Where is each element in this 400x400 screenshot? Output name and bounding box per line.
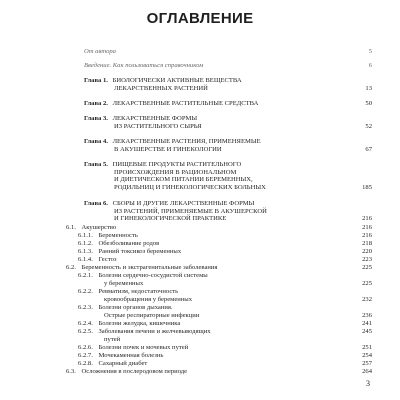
section-number: 6.1.2. — [78, 240, 93, 247]
toc-subsection[interactable] — [66, 288, 372, 304]
section-number: 6.1. — [66, 224, 76, 231]
section-label: Ранний токсикоз беременных — [98, 248, 182, 255]
section-number: 6.3. — [66, 368, 76, 375]
chapter-title-line: В АКУШЕРСТВЕ И ГИНЕКОЛОГИИ — [114, 145, 222, 153]
toc-chapter-6[interactable] — [84, 200, 372, 224]
section-number: 6.2.4. — [78, 320, 93, 327]
toc-entry-intro[interactable] — [84, 62, 372, 70]
toc-page-number: 220 — [362, 248, 372, 255]
toc-chapter-3[interactable] — [84, 115, 372, 131]
toc-page-number: 6 — [368, 62, 372, 69]
toc-subsection[interactable] — [66, 248, 372, 256]
toc-page-number: 225 — [362, 280, 372, 287]
section-label-continued: Острые респираторные инфекции — [104, 311, 200, 319]
section-number: 6.2. — [66, 264, 76, 271]
toc-label: Введение. Как пользоваться справочником — [84, 62, 204, 69]
chapter-number: Глава 3. — [84, 115, 108, 122]
toc-page-number: 185 — [362, 184, 372, 191]
section-label: Акушерство — [81, 224, 117, 231]
chapter-title-line: БИОЛОГИЧЕСКИ АКТИВНЫЕ ВЕЩЕСТВА — [112, 77, 242, 84]
chapter-number: Глава 4. — [84, 138, 108, 145]
chapter-title-line: И ГИНЕКОЛОГИЧЕСКОЙ ПРАКТИКЕ — [114, 215, 227, 223]
chapter-title-line: РОДИЛЬНИЦ И ГИНЕКОЛОГИЧЕСКИХ БОЛЬНЫХ — [114, 183, 266, 191]
toc-page-number: 245 — [362, 328, 372, 335]
chapter-title-line: ИЗ РАСТЕНИЙ, ПРИМЕНЯЕМЫЕ В АКУШЕРСКОЙ — [114, 207, 267, 215]
section-label: Сахарный диабет — [98, 360, 148, 367]
section-label: Болезни сердечно-сосудистой системы — [98, 272, 208, 279]
toc-section[interactable] — [66, 224, 372, 232]
toc-section[interactable] — [66, 264, 372, 272]
toc-page-number: 232 — [362, 296, 372, 303]
toc-chapter-2[interactable] — [84, 100, 372, 108]
toc-subsection[interactable] — [66, 344, 372, 352]
chapter-title-line: ИЗ РАСТИТЕЛЬНОГО СЫРЬЯ — [114, 122, 202, 130]
toc-entry-author[interactable] — [84, 48, 372, 56]
toc-page-number: 216 — [362, 232, 372, 239]
page-title: ОГЛАВЛЕНИЕ — [146, 10, 254, 27]
section-label: Мочекаменная болезнь — [98, 352, 164, 359]
section-label: Болезни желудка, кишечника — [98, 320, 181, 327]
chapter-title-line: ЛЕКАРСТВЕННЫЕ ФОРМЫ — [112, 115, 198, 122]
section-number: 6.2.6. — [78, 344, 93, 351]
section-label: Беременность и экстрагенитальные заболевания — [81, 264, 218, 271]
toc-chapter-4[interactable] — [84, 138, 372, 154]
chapter-title-line: ПРОИСХОЖДЕНИЯ В РАЦИОНАЛЬНОМ — [114, 168, 237, 176]
toc-page-number: 52 — [365, 123, 372, 130]
chapter-number: Глава 5. — [84, 161, 108, 168]
toc-chapter-1[interactable] — [84, 77, 372, 93]
chapter-title-line: И ДИЕТИЧЕСКОМ ПИТАНИИ БЕРЕМЕННЫХ, — [114, 176, 253, 184]
toc-subsection[interactable] — [66, 304, 372, 320]
section-label: Беременность — [98, 232, 138, 239]
chapter-title-line: ЛЕКАРСТВЕННЫЕ РАСТЕНИЯ, ПРИМЕНЯЕМЫЕ — [112, 138, 261, 145]
section-label: Болезни почек и мочевых путей — [98, 344, 189, 351]
chapter-title-line: ЛЕКАРСТВЕННЫЕ РАСТИТЕЛЬНЫЕ СРЕДСТВА — [112, 100, 259, 107]
toc-subsection[interactable] — [66, 360, 372, 368]
toc-subsection[interactable] — [66, 240, 372, 248]
section-number: 6.1.4. — [78, 256, 93, 263]
section-label: Осложнения в послеродовом периоде — [81, 368, 188, 375]
section-label-continued: у беременных — [104, 279, 144, 287]
toc-page-number: 67 — [365, 146, 372, 153]
chapter-number: Глава 2. — [84, 100, 108, 107]
toc-subsection[interactable] — [66, 232, 372, 240]
chapter-title-line: ПИЩЕВЫЕ ПРОДУКТЫ РАСТИТЕЛЬНОГО — [112, 161, 242, 168]
toc-page-number: 236 — [362, 312, 372, 319]
section-label-continued: кровообращения у беременных — [104, 295, 193, 303]
section-label: Гестоз — [98, 256, 117, 263]
toc-page-number: 216 — [362, 224, 372, 231]
toc-page-number: 225 — [362, 264, 372, 271]
toc-page-number: 50 — [365, 100, 372, 107]
toc-page-number: 264 — [362, 368, 372, 375]
toc-page-number: 254 — [362, 352, 372, 359]
section-number: 6.2.3. — [78, 304, 93, 311]
toc-page-number: 251 — [362, 344, 372, 351]
section-number: 6.1.1. — [78, 232, 93, 239]
section-label: Обезболивание родов — [98, 240, 160, 247]
footer-page-number: 3 — [366, 379, 370, 388]
chapter-number: Глава 1. — [84, 77, 108, 84]
toc-label: От автора — [84, 48, 116, 55]
chapter-number: Глава 6. — [84, 200, 108, 207]
section-number: 6.2.8. — [78, 360, 93, 367]
toc-page-number: 218 — [362, 240, 372, 247]
toc-subsection[interactable] — [66, 256, 372, 264]
toc-page-number: 13 — [365, 85, 372, 92]
toc-page-number: 5 — [368, 48, 372, 55]
toc-page-number: 241 — [362, 320, 372, 327]
chapter-title-line: ЛЕКАРСТВЕННЫХ РАСТЕНИЙ — [114, 84, 208, 92]
toc-section[interactable] — [66, 368, 372, 376]
toc-page-number: 223 — [362, 256, 372, 263]
toc-subsection[interactable] — [66, 320, 372, 328]
section-number: 6.2.7. — [78, 352, 93, 359]
chapter-title-line: СБОРЫ И ДРУГИЕ ЛЕКАРСТВЕННЫЕ ФОРМЫ — [112, 200, 255, 207]
toc-page-number: 257 — [362, 360, 372, 367]
section-label: Болезни органов дыхания. — [98, 304, 173, 311]
section-number: 6.1.3. — [78, 248, 93, 255]
toc-subsection[interactable] — [66, 272, 372, 288]
toc-subsection[interactable] — [66, 352, 372, 360]
section-label: Ревматизм, недостаточность — [98, 288, 179, 295]
toc-page-number: 216 — [362, 215, 372, 222]
toc-chapter-5[interactable] — [84, 161, 372, 193]
toc-subsection[interactable] — [66, 328, 372, 344]
section-label: Заболевания печени и желчевыводящих — [98, 328, 211, 335]
section-number: 6.2.2. — [78, 288, 93, 295]
section-number: 6.2.1. — [78, 272, 93, 279]
section-label-continued: путей — [104, 335, 121, 343]
section-number: 6.2.5. — [78, 328, 93, 335]
